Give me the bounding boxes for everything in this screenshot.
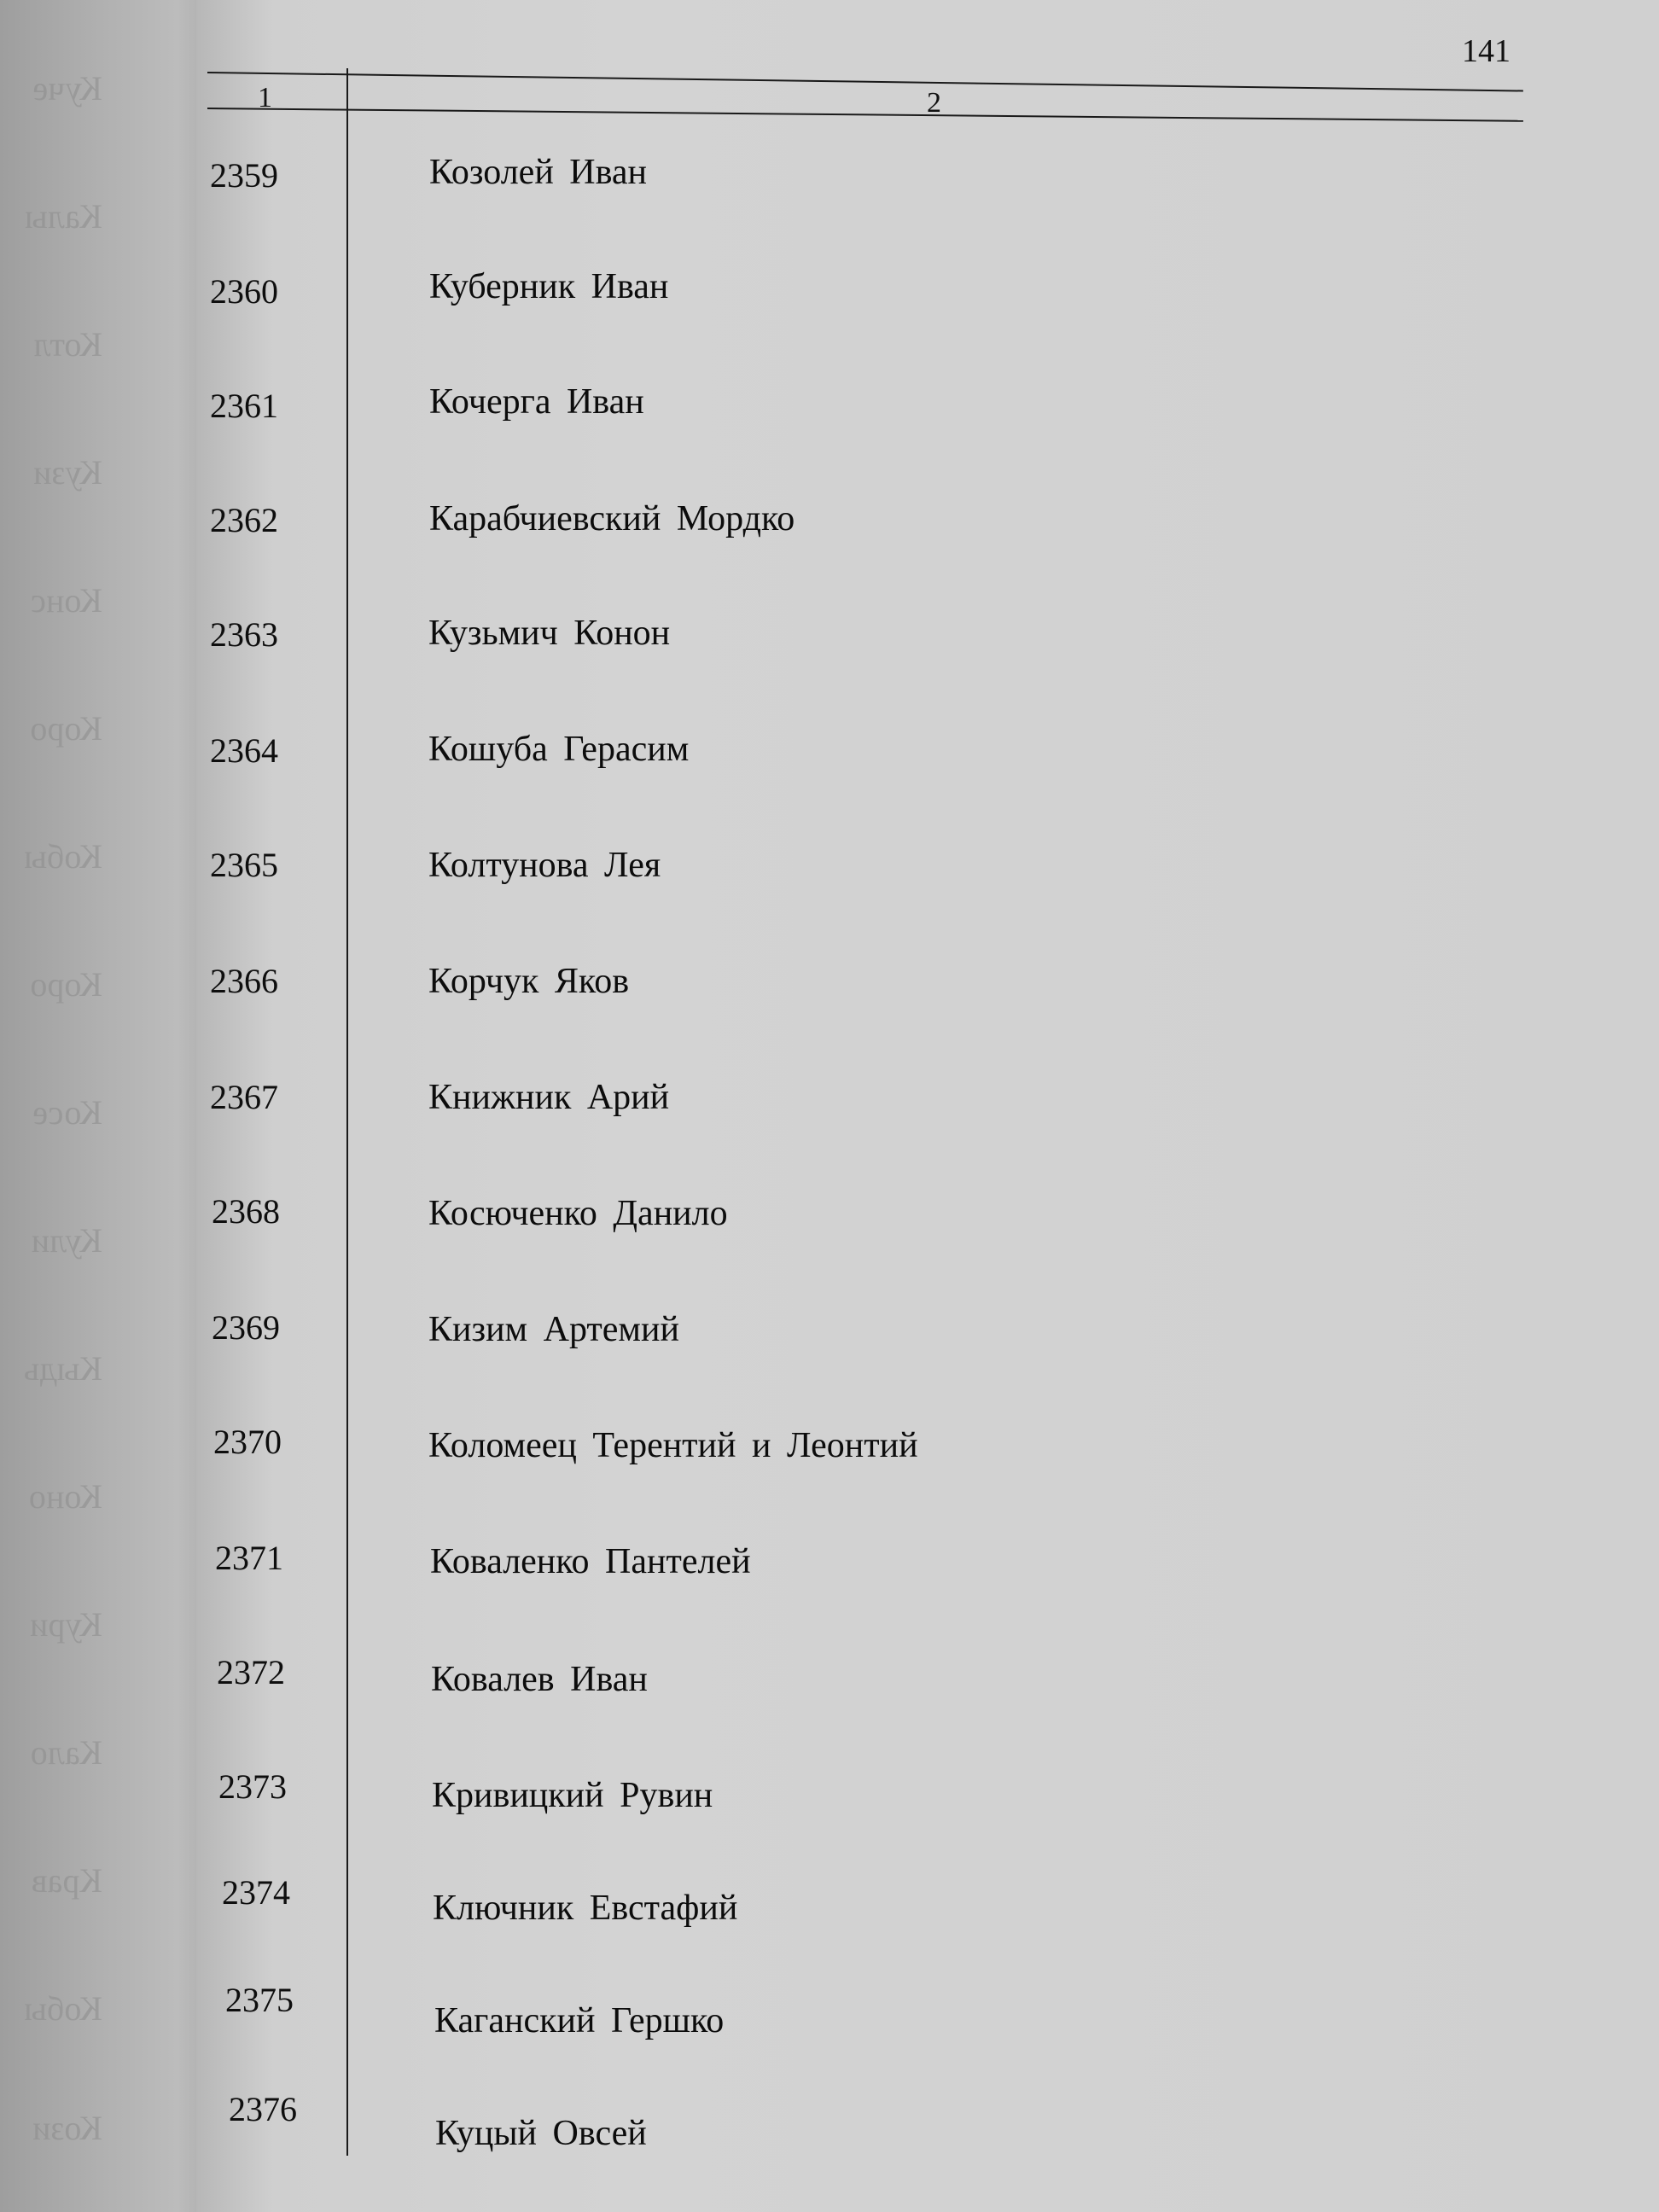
row-number: 2369 xyxy=(212,1308,280,1347)
row-name: Ковалев Иван xyxy=(431,1660,648,1699)
bleed-text: Кози xyxy=(32,2109,102,2147)
row-number: 2371 xyxy=(215,1539,283,1577)
bleed-text: Калы xyxy=(24,197,102,236)
row-number: 2364 xyxy=(210,731,278,770)
row-name: Корчук Яков xyxy=(428,962,630,1001)
bleed-text: Кыдь xyxy=(23,1349,102,1388)
column-header-1: 1 xyxy=(258,82,272,114)
bleed-text: Куче xyxy=(32,69,102,108)
row-number: 2360 xyxy=(210,272,278,311)
row-number: 2368 xyxy=(212,1192,280,1231)
bleed-text: Кало xyxy=(30,1733,102,1772)
bleed-text: Кобы xyxy=(24,837,102,876)
row-number: 2361 xyxy=(210,387,278,425)
bleed-text: Конс xyxy=(31,581,102,620)
row-number: 2359 xyxy=(210,156,278,195)
row-name: Коваленко Пантелей xyxy=(430,1542,751,1581)
column-header-2: 2 xyxy=(927,87,941,119)
row-name: Коломеец Терентий и Леонтий xyxy=(428,1426,918,1465)
bleed-text: Косе xyxy=(32,1093,102,1132)
row-name: Кошуба Герасим xyxy=(428,730,690,769)
row-name: Книжник Арий xyxy=(428,1078,670,1117)
row-number: 2376 xyxy=(229,2090,297,2128)
row-name: Кочерга Иван xyxy=(429,382,644,422)
row-number: 2362 xyxy=(210,501,278,539)
bleed-text: Кури xyxy=(29,1605,102,1644)
row-name: Козолей Иван xyxy=(429,153,648,192)
row-name: Каганский Гершко xyxy=(434,2001,725,2040)
row-number: 2373 xyxy=(218,1767,287,1806)
row-number: 2374 xyxy=(222,1873,290,1912)
row-name: Куберник Иван xyxy=(429,267,669,306)
bleed-text: Кобы xyxy=(24,1989,102,2028)
page-number: 141 xyxy=(1462,33,1511,69)
row-name: Ключник Евстафий xyxy=(433,1889,738,1928)
row-number: 2363 xyxy=(210,615,278,654)
bleed-text: Коно xyxy=(28,1477,102,1516)
bleed-text: Коро xyxy=(30,965,102,1004)
row-name: Кизим Артемий xyxy=(428,1310,679,1349)
row-name: Кузьмич Конон xyxy=(428,614,671,653)
column-separator xyxy=(346,68,348,2156)
row-name: Кривицкий Рувин xyxy=(432,1776,713,1815)
row-number: 2375 xyxy=(225,1981,294,2019)
row-name: Карабчиевский Мордко xyxy=(429,499,795,538)
bleed-text: Кузи xyxy=(33,453,102,492)
bleed-text: Кули xyxy=(31,1221,102,1260)
row-name: Колтунова Лея xyxy=(428,846,661,885)
row-number: 2372 xyxy=(217,1653,285,1691)
row-number: 2367 xyxy=(210,1078,278,1116)
row-number: 2366 xyxy=(210,962,278,1000)
row-number: 2370 xyxy=(213,1423,282,1461)
bleed-text: Крав xyxy=(31,1861,102,1900)
bleed-text: Коро xyxy=(30,709,102,748)
row-name: Куцый Овсей xyxy=(435,2114,647,2153)
document-page xyxy=(196,0,1659,2212)
bleed-text: Котл xyxy=(33,325,102,364)
left-facing-page xyxy=(0,0,222,2212)
row-number: 2365 xyxy=(210,846,278,884)
row-name: Косюченко Данило xyxy=(428,1194,728,1233)
